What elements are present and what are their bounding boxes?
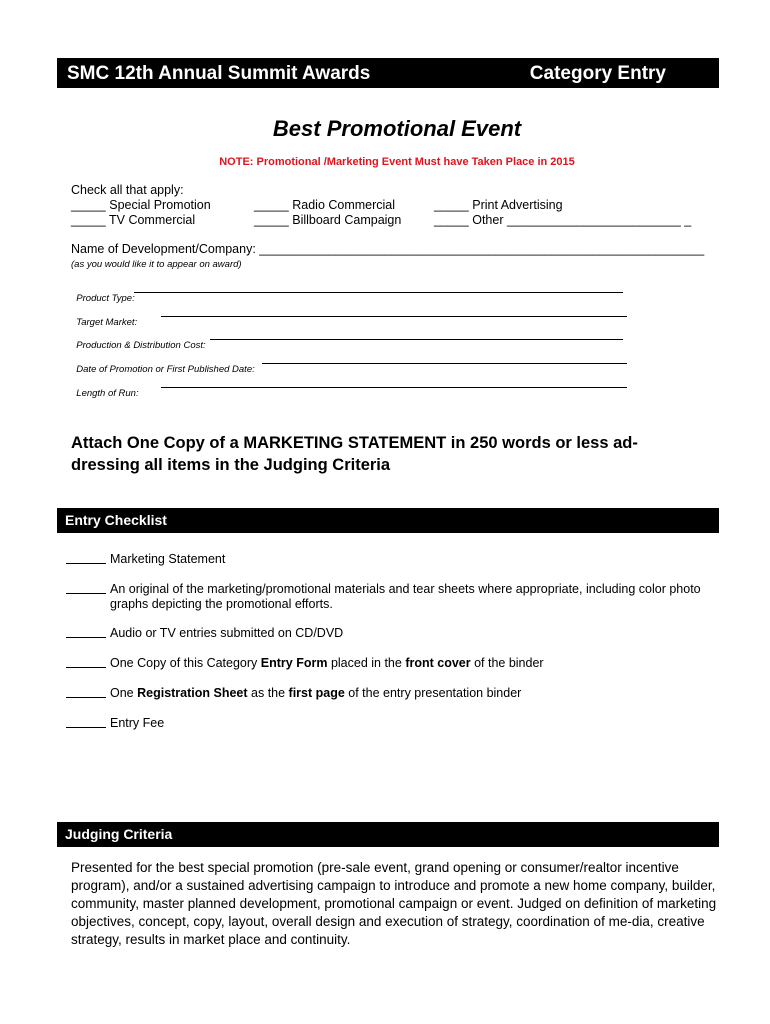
checklist-item-part: Registration Sheet: [137, 686, 248, 700]
category-entry-label: Category Entry: [529, 63, 666, 84]
checklist-item-part: placed in the: [327, 656, 406, 670]
checklist-item-part: One Copy of this Category: [110, 656, 261, 670]
target-market-line[interactable]: [161, 306, 627, 317]
length-of-run-line[interactable]: [161, 377, 627, 388]
checklist-item-part: One: [110, 686, 138, 700]
checklist-item-part: of the entry presentation binder: [344, 686, 522, 700]
checklist-item-text: [110, 656, 544, 670]
checklist-item[interactable]: [66, 716, 716, 731]
target-market-label: Target Market:: [76, 317, 138, 328]
judging-criteria-text: Presented for the best special promotion (pre-sale event, grand opening or consumer/realtor incentive program), and/or a sustained advertising campaign to introduce and promote a new home company, builder, community, master planned development, promotional campaign or event. Judged on definition of marketing objectives, concept, copy, layout, overall design and execution of strategy, coordination of me-dia, creative strategy, results in market place and continuity.: [71, 860, 717, 947]
checklist-item-part: of the binder: [470, 656, 544, 670]
production-cost-label: Production & Distribution Cost:: [76, 340, 206, 351]
development-name-hint: (as you would like it to appear on award): [71, 259, 242, 270]
checklist-item-text: [110, 686, 521, 700]
production-cost-line[interactable]: [210, 329, 623, 340]
option-other[interactable]: _____ Other _________________________ _: [434, 213, 692, 227]
checklist-item-text: [110, 582, 701, 596]
checklist-item-text: [110, 716, 164, 730]
length-of-run-label: Length of Run:: [76, 388, 139, 399]
checklist-item-part: front cover: [405, 656, 471, 670]
promotion-date-line[interactable]: [262, 353, 627, 364]
product-type-line[interactable]: [134, 282, 623, 293]
checklist-blank[interactable]: [66, 626, 106, 638]
note-text: NOTE: Promotional /Marketing Event Must have Taken Place in 2015: [219, 156, 575, 168]
checklist-blank[interactable]: [66, 686, 106, 698]
header-bar: [57, 58, 719, 88]
checklist-item-part: Entry Form: [260, 656, 328, 670]
entry-checklist-heading: Entry Checklist: [65, 512, 167, 528]
length-of-run-field[interactable]: [71, 377, 139, 410]
checklist-item[interactable]: [66, 686, 716, 701]
checklist-item-part: Entry Fee: [110, 716, 165, 730]
checklist-item-text: [110, 552, 225, 566]
checklist-blank[interactable]: [66, 716, 106, 728]
checklist-item-part: Marketing Statement: [110, 552, 226, 566]
judging-criteria-bar: [57, 822, 719, 847]
checklist-item-part: Audio or TV entries submitted on CD/DVD: [110, 626, 344, 640]
check-all-label: Check all that apply:: [71, 183, 184, 197]
checklist-blank[interactable]: [66, 582, 106, 594]
event-title: SMC 12th Annual Summit Awards: [67, 63, 371, 84]
page-title: Best Promotional Event: [272, 116, 522, 141]
checklist-item[interactable]: [66, 552, 716, 567]
checklist-item[interactable]: [66, 626, 716, 641]
checklist-item-continuation: graphs depicting the promotional efforts.: [110, 597, 333, 611]
judging-criteria-heading: Judging Criteria: [65, 826, 173, 842]
option-print-advertising[interactable]: _____ Print Advertising: [434, 198, 563, 212]
attach-statement: Attach One Copy of a MARKETING STATEMENT in 250 words or less ad-dressing all items in the Judging Criteria: [71, 434, 638, 474]
option-special-promotion[interactable]: _____ Special Promotion: [71, 198, 211, 212]
checklist-blank[interactable]: [66, 656, 106, 668]
checklist-blank[interactable]: [66, 552, 106, 564]
checklist-item-text: [110, 626, 343, 640]
development-name-field[interactable]: Name of Development/Company: ________________________________________________________________: [71, 242, 705, 256]
product-type-label: Product Type:: [76, 293, 135, 304]
option-billboard-campaign[interactable]: _____ Billboard Campaign: [254, 213, 402, 227]
option-radio-commercial[interactable]: _____ Radio Commercial: [254, 198, 396, 212]
checklist-item-part: as the: [247, 686, 289, 700]
promotion-date-label: Date of Promotion or First Published Date:: [76, 364, 255, 375]
checklist-item-part: first page: [288, 686, 345, 700]
option-tv-commercial[interactable]: _____ TV Commercial: [71, 213, 196, 227]
checklist-item[interactable]: [66, 656, 716, 671]
checklist-item-part: An original of the marketing/promotional materials and tear sheets where appropriate, including color photo: [110, 582, 701, 596]
checklist-item[interactable]: [66, 582, 716, 612]
entry-checklist-bar: [57, 508, 719, 533]
